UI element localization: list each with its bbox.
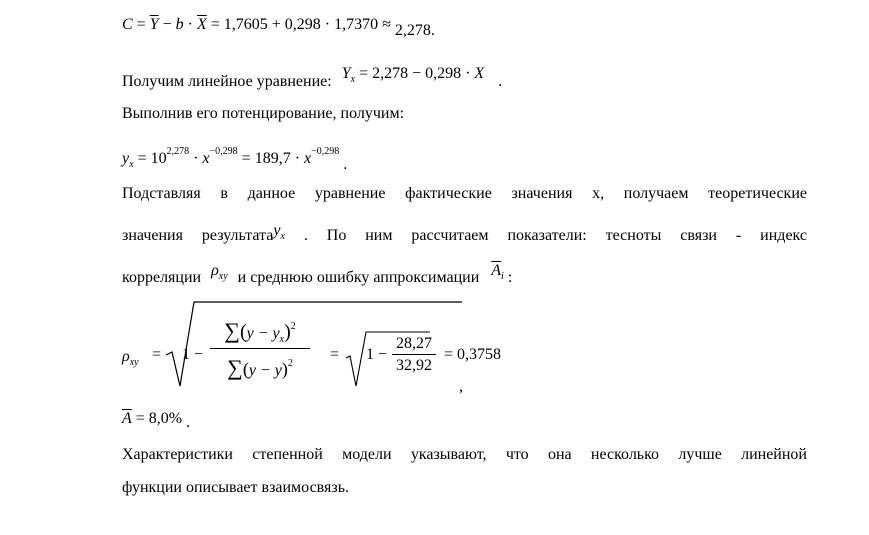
- symbol-b: b: [175, 16, 184, 33]
- symbol-yx: [273, 222, 285, 242]
- symbol-x: x: [202, 150, 210, 167]
- power-end: .: [343, 156, 348, 173]
- equation-power-model: [122, 146, 348, 173]
- paragraph-substitution-line3: [122, 262, 513, 289]
- symbol-y-sub: x: [129, 159, 134, 170]
- numerator-sub: x: [279, 334, 285, 345]
- equation-approx-error: [122, 410, 191, 431]
- symbol-a-sub: i: [501, 271, 504, 282]
- symbol-a-bar: $\overline{A}$: [122, 410, 132, 427]
- approx-error-end: .: [186, 414, 191, 431]
- symbol-x-bar: $\overline{X}$: [196, 16, 207, 33]
- linear-rhs: = 2,278 − 0,298 ·: [359, 65, 471, 82]
- symbol-y: y: [273, 222, 281, 239]
- symbol-rho: ρ: [211, 262, 219, 279]
- sum-sign: ∑: [224, 318, 240, 343]
- equals-sign: =: [136, 16, 150, 33]
- symbol-rho-xy: [211, 262, 228, 282]
- symbol-y-sub: x: [280, 231, 285, 242]
- paren: ): [281, 359, 288, 379]
- rho-result: = 0,3758: [444, 346, 502, 363]
- symbol-x: X: [474, 65, 485, 82]
- fraction-values-denominator: 32,92: [396, 357, 432, 374]
- power-dot: ·: [193, 150, 199, 167]
- fraction-numerator: [210, 310, 310, 344]
- paren: (: [239, 321, 247, 343]
- power-exp3: −0,298: [311, 146, 340, 157]
- rho-comma: ,: [459, 378, 463, 395]
- denominator-expr: y − y: [248, 362, 282, 379]
- conclusion-line2: функции описывает взаимосвязь.: [122, 479, 349, 496]
- dot-sign: ·: [187, 16, 197, 33]
- numerator-exp: 2: [290, 321, 296, 332]
- symbol-rho: ρ: [122, 348, 130, 365]
- paren: ): [284, 321, 291, 343]
- minus-sign: −: [162, 16, 176, 33]
- fraction-values: [392, 334, 436, 377]
- rho-one2: 1 −: [366, 346, 388, 363]
- symbol-y: Y: [341, 65, 351, 82]
- power-eq: = 10: [137, 150, 167, 167]
- linear-end: .: [498, 73, 503, 90]
- substitution-line2b: . По ним рассчитаем показатели: тесноты связи - индекс: [303, 227, 808, 244]
- substitution-line2a: значения результата: [122, 227, 274, 244]
- symbol-y-sub: x: [350, 74, 356, 85]
- paren: (: [242, 359, 249, 379]
- rho-eq2: =: [330, 346, 340, 363]
- power-eq2: = 189,7 ·: [241, 150, 301, 167]
- symbol-a: $\overline{A}$: [491, 262, 502, 279]
- paragraph-potentiation: [122, 105, 404, 123]
- substitution-line3b: и среднюю ошибку аппроксимации: [237, 269, 480, 286]
- power-exp1: 2,278: [166, 146, 190, 157]
- symbol-c: C: [122, 16, 133, 33]
- rho-one: 1 −: [182, 346, 204, 363]
- symbol-x2: x: [304, 150, 312, 167]
- paragraph-substitution-line1: [122, 185, 807, 203]
- paragraph-conclusion-line2: [122, 479, 349, 497]
- equation-intercept: [122, 16, 435, 39]
- conclusion-line1: Характеристики степенной модели указывают, что она несколько лучше линейной: [122, 446, 807, 463]
- paragraph-linear-equation: [122, 65, 503, 93]
- substitution-line1: Подставляя в данное уравнение фактические значения x, получаем теоретические: [122, 185, 807, 202]
- substitution-line3c: :: [507, 269, 513, 286]
- linear-equation: [341, 65, 489, 85]
- fraction-sum: [210, 310, 310, 379]
- approx-error-value: = 8,0%: [135, 410, 183, 427]
- rho-label: [122, 348, 139, 368]
- substitution-line3a: корреляции: [122, 269, 202, 286]
- power-exp2: −0,298: [209, 146, 238, 157]
- intercept-result: 2,278.: [394, 22, 435, 39]
- paragraph-substitution-line2: [122, 222, 808, 247]
- symbol-y: y: [122, 150, 130, 167]
- linear-equation-label: Получим линейное уравнение:: [122, 73, 332, 90]
- rho-eq: =: [152, 346, 162, 363]
- symbol-y-bar: $\overline{Y}$: [149, 16, 159, 33]
- potentiation-text: Выполнив его потенцирование, получим:: [122, 105, 405, 122]
- denominator-exp: 2: [287, 358, 293, 369]
- symbol-a-bar-i: [491, 262, 504, 282]
- fraction-values-numerator: 28,27: [396, 335, 432, 352]
- symbol-rho-sub: xy: [218, 271, 228, 282]
- numerator-expr: y − y: [246, 325, 280, 342]
- sum-sign: ∑: [227, 355, 243, 380]
- symbol-rho-sub: xy: [129, 357, 139, 368]
- fraction-denominator: [210, 349, 310, 379]
- intercept-numbers: = 1,7605 + 0,298 · 1,7370 ≈: [210, 16, 391, 33]
- paragraph-conclusion-line1: [122, 446, 807, 464]
